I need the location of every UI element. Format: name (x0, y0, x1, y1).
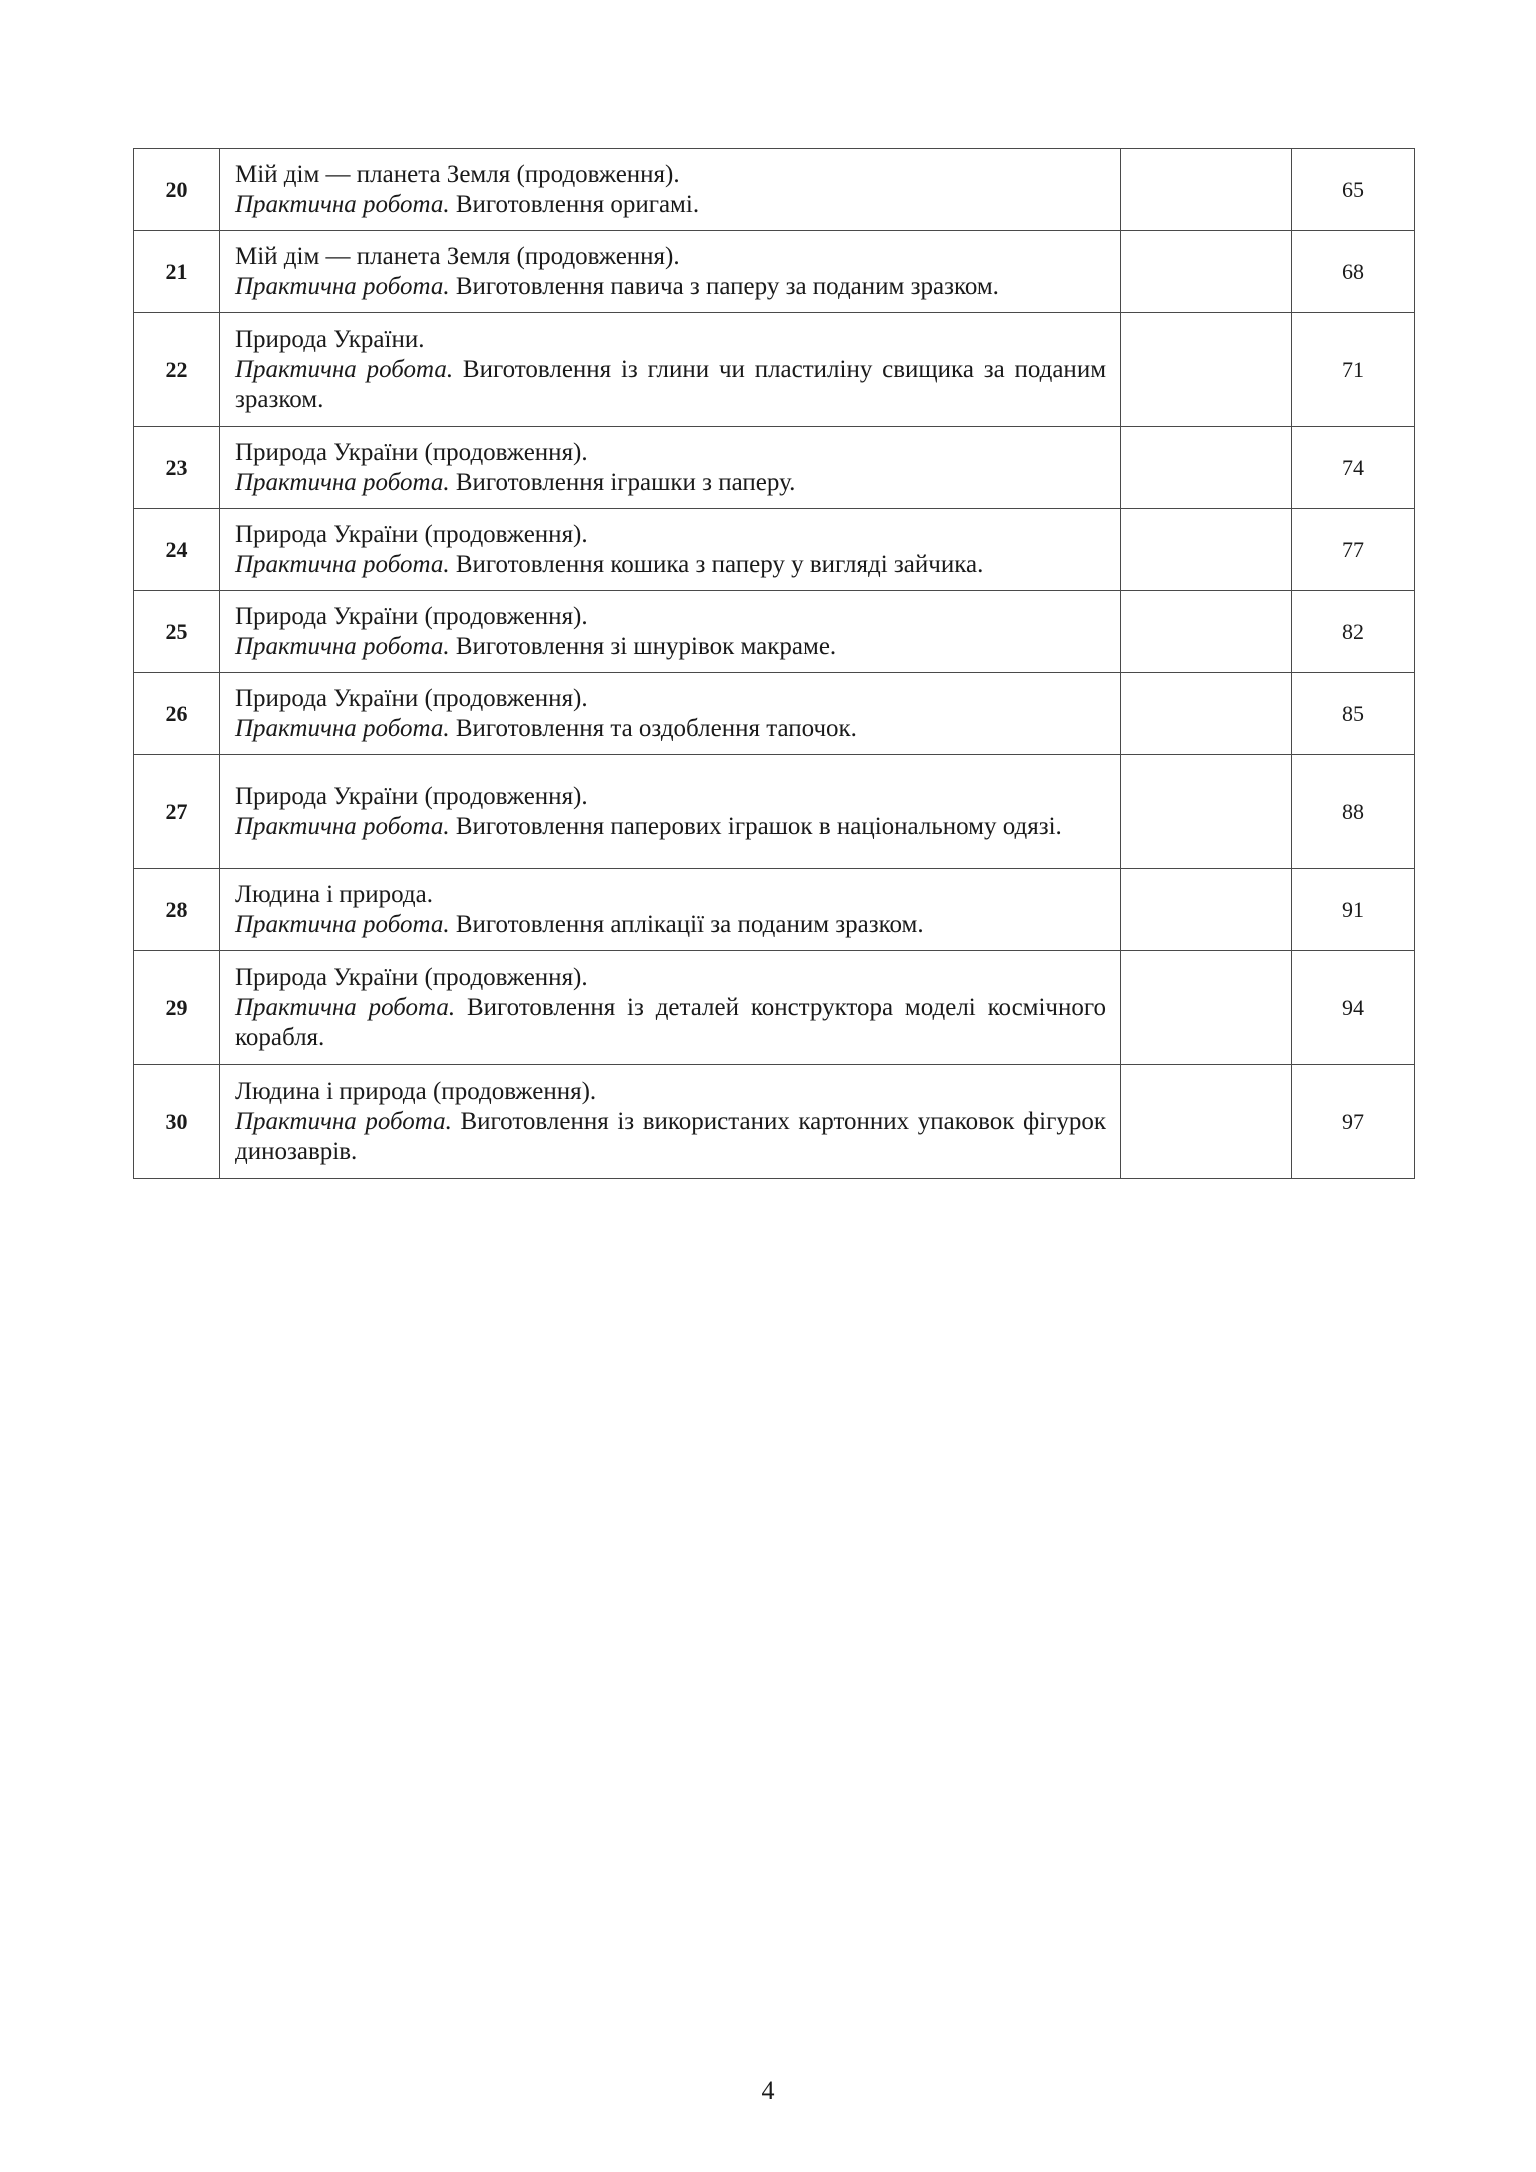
practical-work (235, 714, 1106, 744)
blank-cell (1121, 591, 1292, 673)
lesson-number: 23 (134, 427, 220, 509)
page-ref: 77 (1292, 509, 1415, 591)
practical-work (235, 272, 1106, 302)
lesson-number: 30 (134, 1065, 220, 1179)
lesson-topic (220, 673, 1121, 755)
practical-work-label: Практична робота. (235, 994, 456, 1021)
table-row (134, 673, 1415, 755)
lesson-number: 26 (134, 673, 220, 755)
lesson-topic (220, 951, 1121, 1065)
lesson-topic (220, 869, 1121, 951)
blank-cell (1121, 149, 1292, 231)
lesson-number: 24 (134, 509, 220, 591)
practical-work-label: Практична робота. (235, 469, 450, 496)
practical-work (235, 812, 1106, 842)
lesson-topic (220, 149, 1121, 231)
table-row (134, 509, 1415, 591)
practical-work-text: Виготовлення та оздоблення тапочок. (455, 715, 857, 742)
practical-work-text: Виготовлення паперових іграшок в національному одязі. (455, 813, 1062, 840)
lesson-number: 27 (134, 755, 220, 869)
blank-cell (1121, 673, 1292, 755)
practical-work-label: Практична робота. (235, 715, 450, 742)
blank-cell (1121, 313, 1292, 427)
blank-cell (1121, 869, 1292, 951)
practical-work-text: Виготовлення кошика з паперу у вигляді зайчика. (455, 551, 984, 578)
practical-work (235, 468, 1106, 498)
practical-work-label: Практична робота. (235, 633, 450, 660)
topic-title: Природа України (продовження). (235, 783, 588, 810)
topic-title: Природа України (продовження). (235, 521, 588, 548)
page-ref: 94 (1292, 951, 1415, 1065)
practical-work-label: Практична робота. (235, 273, 450, 300)
page-ref: 65 (1292, 149, 1415, 231)
lesson-topic (220, 313, 1121, 427)
practical-work-text: Виготовлення оригамі. (455, 191, 700, 218)
practical-work-label: Практична робота. (235, 551, 450, 578)
practical-work-text: Виготовлення із глини чи пластиліну свищика за поданим зразком. (235, 356, 1107, 413)
lesson-topic (220, 755, 1121, 869)
lesson-number: 29 (134, 951, 220, 1065)
topic-title: Людина і природа. (235, 881, 433, 908)
lesson-plan-table (133, 148, 1415, 1179)
practical-work (235, 910, 1106, 940)
page-ref: 88 (1292, 755, 1415, 869)
practical-work (235, 190, 1106, 220)
blank-cell (1121, 1065, 1292, 1179)
lesson-topic (220, 231, 1121, 313)
lesson-topic (220, 1065, 1121, 1179)
page-ref: 68 (1292, 231, 1415, 313)
practical-work-text: Виготовлення аплікації за поданим зразком. (455, 911, 924, 938)
page-ref: 97 (1292, 1065, 1415, 1179)
table-row (134, 869, 1415, 951)
practical-work-text: Виготовлення іграшки з паперу. (455, 469, 796, 496)
table-row (134, 951, 1415, 1065)
practical-work (235, 550, 1106, 580)
lesson-topic (220, 591, 1121, 673)
topic-title: Природа України (продовження). (235, 964, 588, 991)
table-row (134, 231, 1415, 313)
page-ref: 82 (1292, 591, 1415, 673)
topic-title: Людина і природа (продовження). (235, 1078, 597, 1105)
page-ref: 85 (1292, 673, 1415, 755)
blank-cell (1121, 509, 1292, 591)
page-ref: 71 (1292, 313, 1415, 427)
practical-work-text: Виготовлення із використаних картонних упаковок фігурок динозаврів. (235, 1108, 1107, 1165)
table-row (134, 313, 1415, 427)
lesson-topic (220, 427, 1121, 509)
practical-work-label: Практична робота. (235, 356, 454, 383)
blank-cell (1121, 231, 1292, 313)
lesson-number: 20 (134, 149, 220, 231)
page-ref: 91 (1292, 869, 1415, 951)
practical-work-label: Практична робота. (235, 191, 450, 218)
topic-title: Природа України (продовження). (235, 439, 588, 466)
practical-work-label: Практична робота. (235, 911, 450, 938)
practical-work-text: Виготовлення із деталей конструктора моделі космічного корабля. (235, 994, 1107, 1051)
practical-work (235, 355, 1106, 415)
blank-cell (1121, 951, 1292, 1065)
lesson-number: 25 (134, 591, 220, 673)
lesson-number: 21 (134, 231, 220, 313)
table-row (134, 591, 1415, 673)
table-row (134, 427, 1415, 509)
practical-work (235, 993, 1106, 1053)
table-row (134, 755, 1415, 869)
topic-title: Мій дім — планета Земля (продовження). (235, 243, 680, 270)
lesson-number: 22 (134, 313, 220, 427)
blank-cell (1121, 755, 1292, 869)
topic-title: Природа України (продовження). (235, 603, 588, 630)
practical-work-label: Практична робота. (235, 1108, 452, 1135)
page-ref: 74 (1292, 427, 1415, 509)
lesson-number: 28 (134, 869, 220, 951)
topic-title: Мій дім — планета Земля (продовження). (235, 161, 680, 188)
table-row (134, 149, 1415, 231)
lesson-rows (134, 149, 1415, 1179)
blank-cell (1121, 427, 1292, 509)
practical-work (235, 632, 1106, 662)
practical-work (235, 1107, 1106, 1167)
practical-work-text: Виготовлення зі шнурівок макраме. (455, 633, 837, 660)
topic-title: Природа України (продовження). (235, 685, 588, 712)
lesson-topic (220, 509, 1121, 591)
topic-title: Природа України. (235, 326, 425, 353)
practical-work-label: Практична робота. (235, 813, 450, 840)
page-number: 4 (761, 2076, 775, 2105)
practical-work-text: Виготовлення павича з паперу за поданим зразком. (455, 273, 999, 300)
table-row (134, 1065, 1415, 1179)
